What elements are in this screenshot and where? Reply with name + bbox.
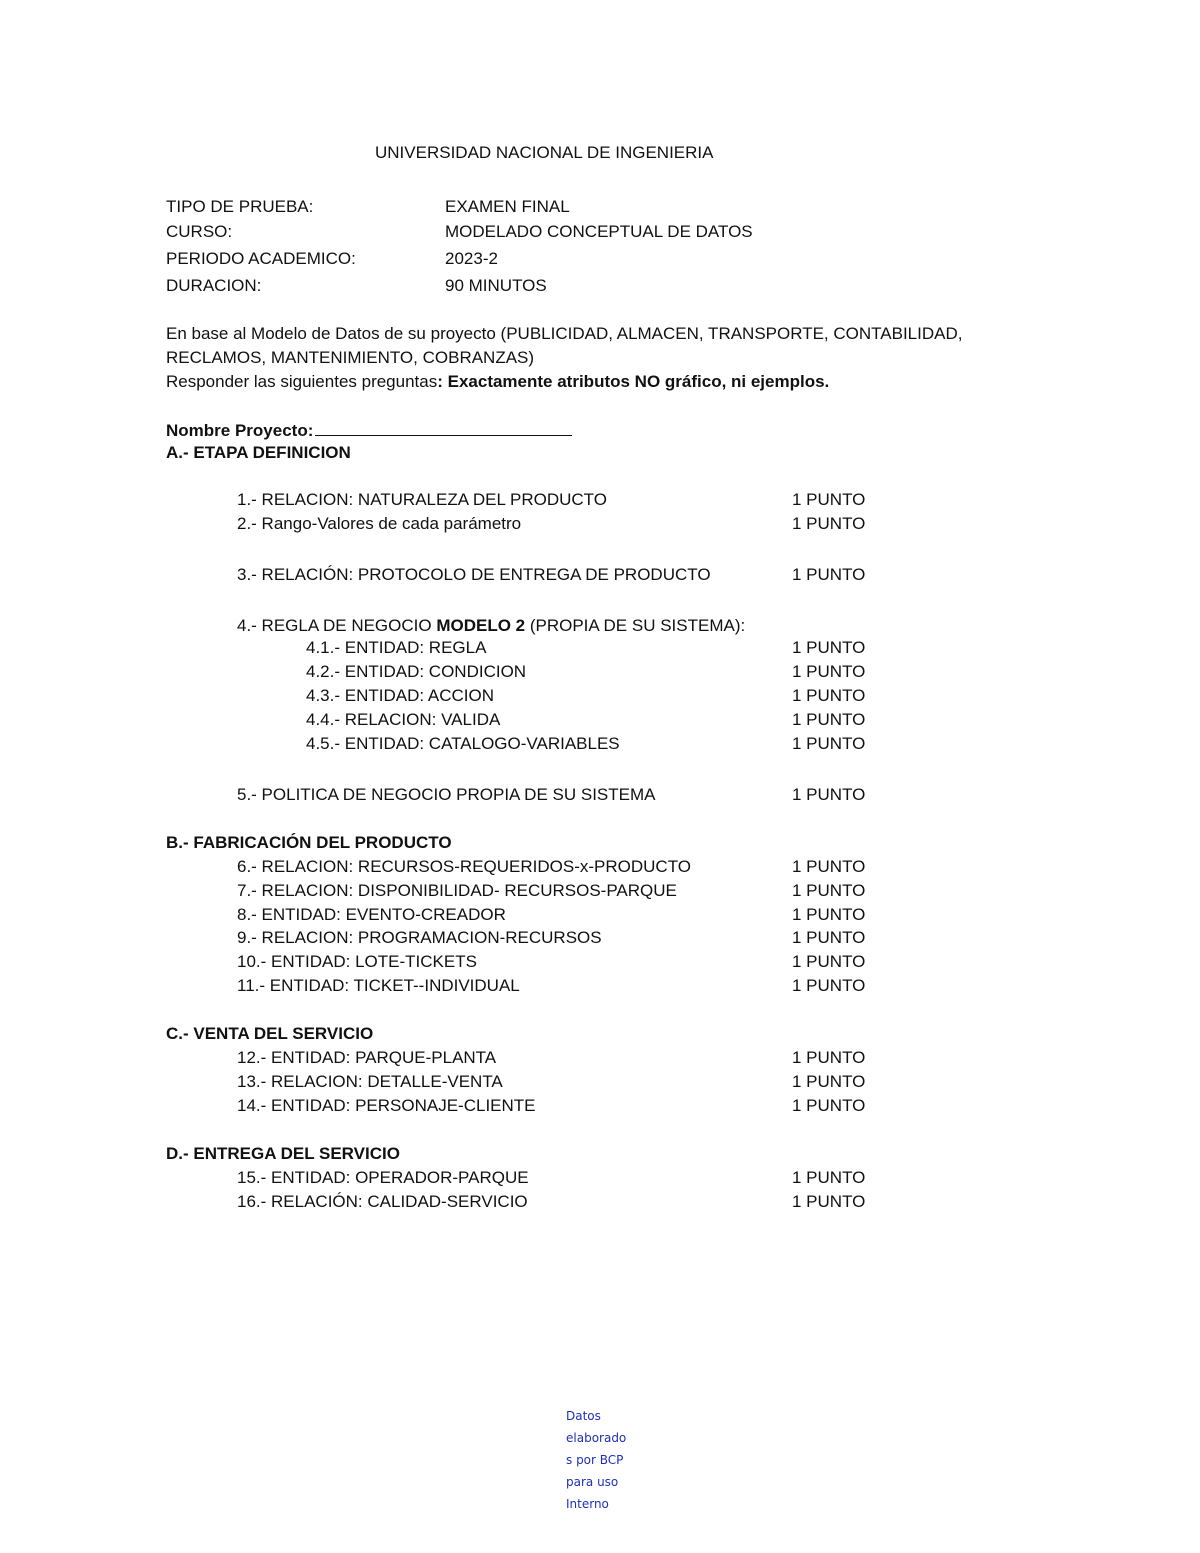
points-q10: 1 PUNTO xyxy=(792,952,866,971)
question-4-3: 4.3.- ENTIDAD: ACCION xyxy=(306,686,494,705)
question-4-5: 4.5.- ENTIDAD: CATALOGO-VARIABLES xyxy=(306,734,620,753)
info-value-duration: 90 MINUTOS xyxy=(445,276,547,295)
intro-line-3 xyxy=(166,372,829,392)
section-heading-d: D.- ENTREGA DEL SERVICIO xyxy=(166,1144,400,1163)
info-value-course: MODELADO CONCEPTUAL DE DATOS xyxy=(445,222,753,241)
footer-line-5: Interno xyxy=(566,1497,609,1511)
intro-line-1: En base al Modelo de Datos de su proyecto (PUBLICIDAD, ALMACEN, TRANSPORTE, CONTABILIDAD, xyxy=(166,324,963,343)
info-label-period: PERIODO ACADEMICO: xyxy=(166,249,356,268)
question-10: 10.- ENTIDAD: LOTE-TICKETS xyxy=(237,952,477,971)
question-9: 9.- RELACION: PROGRAMACION-RECURSOS xyxy=(237,928,602,947)
section-heading-b: B.- FABRICACIÓN DEL PRODUCTO xyxy=(166,833,452,852)
footer-line-2: elaborado xyxy=(566,1431,627,1445)
question-12: 12.- ENTIDAD: PARQUE-PLANTA xyxy=(237,1048,497,1067)
classification-footer xyxy=(566,1405,626,1515)
question-1: 1.- RELACION: NATURALEZA DEL PRODUCTO xyxy=(237,490,607,509)
points-q4-2: 1 PUNTO xyxy=(792,662,866,681)
section-heading-a: A.- ETAPA DEFINICION xyxy=(166,443,351,462)
points-q3: 1 PUNTO xyxy=(792,565,866,584)
points-q4-1: 1 PUNTO xyxy=(792,638,866,657)
question-5: 5.- POLITICA DE NEGOCIO PROPIA DE SU SISTEMA xyxy=(237,785,656,804)
intro-instruction: Responder las siguientes preguntas xyxy=(166,372,438,391)
points-q4-4: 1 PUNTO xyxy=(792,710,866,729)
points-q7: 1 PUNTO xyxy=(792,881,866,900)
points-q4-3: 1 PUNTO xyxy=(792,686,866,705)
question-4-prefix: 4.- REGLA DE NEGOCIO xyxy=(237,616,437,635)
question-14: 14.- ENTIDAD: PERSONAJE-CLIENTE xyxy=(237,1096,536,1115)
points-q11: 1 PUNTO xyxy=(792,976,866,995)
info-value-period: 2023-2 xyxy=(445,249,498,268)
points-q12: 1 PUNTO xyxy=(792,1048,866,1067)
points-q15: 1 PUNTO xyxy=(792,1168,866,1187)
intro-line-2: RECLAMOS, MANTENIMIENTO, COBRANZAS) xyxy=(166,348,535,367)
info-label-test-type: TIPO DE PRUEBA: xyxy=(166,197,314,216)
points-q1: 1 PUNTO xyxy=(792,490,866,509)
points-q6: 1 PUNTO xyxy=(792,857,866,876)
question-4-suffix: (PROPIA DE SU SISTEMA): xyxy=(525,616,746,635)
question-8: 8.- ENTIDAD: EVENTO-CREADOR xyxy=(237,905,506,924)
project-name-label: Nombre Proyecto: xyxy=(166,421,314,440)
info-label-course: CURSO: xyxy=(166,222,233,241)
points-q4-5: 1 PUNTO xyxy=(792,734,866,753)
footer-line-4: para uso xyxy=(566,1475,619,1489)
question-4-2: 4.2.- ENTIDAD: CONDICION xyxy=(306,662,527,681)
project-name-blank xyxy=(315,419,572,436)
question-13: 13.- RELACION: DETALLE-VENTA xyxy=(237,1072,503,1091)
question-11: 11.- ENTIDAD: TICKET--INDIVIDUAL xyxy=(237,976,520,995)
project-name-row xyxy=(166,419,572,441)
section-heading-c: C.- VENTA DEL SERVICIO xyxy=(166,1024,374,1043)
points-q5: 1 PUNTO xyxy=(792,785,866,804)
points-q2: 1 PUNTO xyxy=(792,514,866,533)
points-q14: 1 PUNTO xyxy=(792,1096,866,1115)
points-q8: 1 PUNTO xyxy=(792,905,866,924)
question-6: 6.- RELACION: RECURSOS-REQUERIDOS-x-PRODUCTO xyxy=(237,857,692,876)
question-16: 16.- RELACIÓN: CALIDAD-SERVICIO xyxy=(237,1192,528,1211)
points-q9: 1 PUNTO xyxy=(792,928,866,947)
question-4 xyxy=(237,616,745,636)
points-q16: 1 PUNTO xyxy=(792,1192,866,1211)
question-15: 15.- ENTIDAD: OPERADOR-PARQUE xyxy=(237,1168,529,1187)
question-7: 7.- RELACION: DISPONIBILIDAD- RECURSOS-PARQUE xyxy=(237,881,677,900)
question-3: 3.- RELACIÓN: PROTOCOLO DE ENTREGA DE PRODUCTO xyxy=(237,565,711,584)
points-q13: 1 PUNTO xyxy=(792,1072,866,1091)
footer-line-1: Datos xyxy=(566,1409,601,1423)
info-value-test-type: EXAMEN FINAL xyxy=(445,197,570,216)
question-4-model: MODELO 2 xyxy=(436,616,526,635)
question-4-4: 4.4.- RELACION: VALIDA xyxy=(306,710,501,729)
question-4-1: 4.1.- ENTIDAD: REGLA xyxy=(306,638,487,657)
intro-instruction-emphasis: : Exactamente atributos NO gráfico, ni ejemplos. xyxy=(437,372,830,391)
page-title: UNIVERSIDAD NACIONAL DE INGENIERIA xyxy=(375,143,714,162)
footer-line-3: s por BCP xyxy=(566,1453,624,1467)
info-label-duration: DURACION: xyxy=(166,276,262,295)
question-2: 2.- Rango-Valores de cada parámetro xyxy=(237,514,522,533)
